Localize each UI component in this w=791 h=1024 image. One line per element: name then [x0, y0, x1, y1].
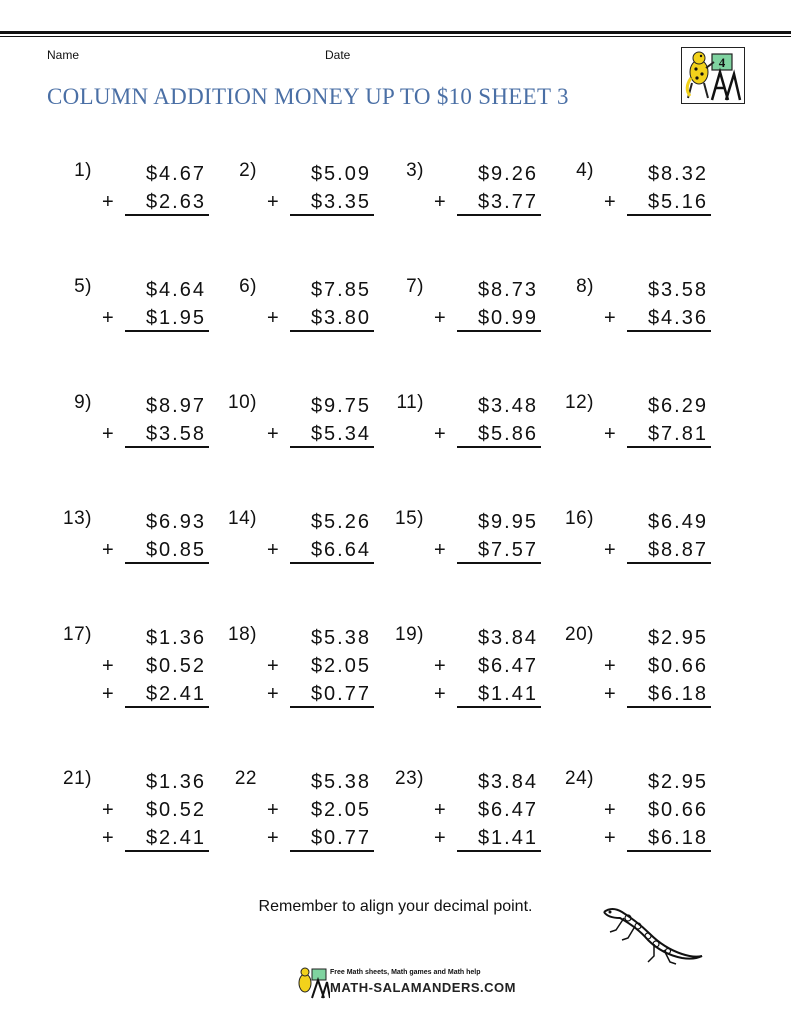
addend-value: $0.66	[647, 655, 708, 677]
addend-stack	[267, 160, 371, 216]
addend-line	[434, 768, 538, 796]
problem-item	[382, 382, 552, 498]
plus-sign: +	[434, 423, 448, 445]
addend-line	[267, 680, 371, 708]
addend-value: $3.58	[647, 279, 708, 301]
problem-number: 10)	[228, 392, 257, 413]
addend-line	[102, 652, 206, 680]
plus-sign: +	[604, 827, 618, 849]
addend-line	[267, 624, 371, 652]
addend-value: $2.05	[310, 799, 371, 821]
name-label: Name	[47, 48, 80, 62]
addend-line	[267, 276, 371, 304]
addend-value: $5.86	[477, 423, 538, 445]
problem-item	[552, 498, 732, 614]
problem-number: 1)	[74, 160, 92, 181]
problem-item	[215, 758, 382, 902]
brand-tagline: Free Math sheets, Math games and Math help	[330, 969, 481, 976]
addend-value: $7.85	[310, 279, 371, 301]
problem-number: 16)	[565, 508, 594, 529]
addend-value: $0.52	[145, 655, 206, 677]
addend-line	[267, 508, 371, 536]
problem-number: 9)	[74, 392, 92, 413]
addend-line	[267, 536, 371, 564]
problem-number: 15)	[395, 508, 424, 529]
plus-sign: +	[434, 191, 448, 213]
problem-item	[50, 614, 215, 758]
addend-value: $6.18	[647, 827, 708, 849]
addend-line	[102, 824, 206, 852]
problem-item	[552, 382, 732, 498]
addend-line	[102, 624, 206, 652]
addend-line	[604, 276, 708, 304]
plus-sign	[604, 508, 622, 536]
problem-number: 23)	[395, 768, 424, 789]
plus-sign: +	[604, 799, 618, 821]
addend-value: $9.95	[477, 511, 538, 533]
addend-line	[267, 160, 371, 188]
problem-item	[552, 758, 732, 902]
addend-line	[434, 508, 538, 536]
plus-sign: +	[102, 191, 116, 213]
addend-value: $6.47	[477, 799, 538, 821]
problem-number: 19)	[395, 624, 424, 645]
addend-value: $1.41	[477, 827, 538, 849]
addend-line	[267, 652, 371, 680]
addend-stack	[604, 160, 708, 216]
plus-sign: +	[267, 799, 281, 821]
addend-line	[267, 420, 371, 448]
addend-line	[434, 160, 538, 188]
grade-logo	[681, 47, 745, 104]
plus-sign	[102, 768, 120, 796]
plus-sign: +	[102, 307, 116, 329]
plus-sign	[434, 160, 452, 188]
addend-value: $6.93	[145, 511, 206, 533]
addend-line	[434, 536, 538, 564]
addend-value: $3.84	[477, 627, 538, 649]
problem-number: 11)	[396, 392, 424, 413]
addend-stack	[102, 624, 206, 708]
addend-value: $3.48	[477, 395, 538, 417]
addend-stack	[267, 276, 371, 332]
plus-sign	[604, 160, 622, 188]
problem-item	[552, 150, 732, 266]
addend-line	[267, 188, 371, 216]
instruction-note: Remember to align your decimal point.	[258, 898, 533, 915]
plus-sign: +	[267, 539, 281, 561]
plus-sign: +	[102, 423, 116, 445]
plus-sign: +	[604, 191, 618, 213]
plus-sign	[267, 392, 285, 420]
addend-value: $7.81	[647, 423, 708, 445]
problem-item	[215, 150, 382, 266]
problem-number: 8)	[576, 276, 594, 297]
addend-value: $5.34	[310, 423, 371, 445]
addend-line	[102, 276, 206, 304]
addend-value: $3.58	[145, 423, 206, 445]
addend-line	[267, 796, 371, 824]
problem-number: 3)	[406, 160, 424, 181]
problem-item	[552, 614, 732, 758]
addend-value: $2.95	[647, 627, 708, 649]
plus-sign: +	[434, 683, 448, 705]
plus-sign: +	[434, 539, 448, 561]
addend-line	[434, 392, 538, 420]
brand-logo-icon	[296, 966, 330, 1000]
addend-value: $0.52	[145, 799, 206, 821]
addend-line	[604, 824, 708, 852]
plus-sign: +	[102, 799, 116, 821]
addend-value: $2.95	[647, 771, 708, 793]
plus-sign: +	[434, 307, 448, 329]
problem-item	[50, 382, 215, 498]
addend-line	[434, 276, 538, 304]
plus-sign: +	[102, 655, 116, 677]
addend-stack	[267, 768, 371, 852]
addend-stack	[102, 276, 206, 332]
addend-line	[604, 188, 708, 216]
plus-sign	[267, 160, 285, 188]
page-title: COLUMN ADDITION MONEY UP TO $10 SHEET 3	[47, 84, 569, 109]
addend-stack	[604, 624, 708, 708]
addend-line	[102, 392, 206, 420]
addend-line	[604, 624, 708, 652]
addend-stack	[434, 392, 538, 448]
addend-line	[604, 160, 708, 188]
addend-value: $0.99	[477, 307, 538, 329]
problem-item	[50, 758, 215, 902]
addend-line	[434, 420, 538, 448]
plus-sign: +	[604, 539, 618, 561]
addend-value: $2.41	[145, 827, 206, 849]
grade-digit: 4	[718, 55, 726, 70]
addend-value: $9.26	[477, 163, 538, 185]
problem-item	[382, 498, 552, 614]
addend-value: $0.77	[310, 683, 371, 705]
addend-line	[267, 304, 371, 332]
problem-number: 2)	[239, 160, 257, 181]
problem-item	[382, 614, 552, 758]
plus-sign	[434, 392, 452, 420]
addend-line	[604, 392, 708, 420]
addend-line	[604, 304, 708, 332]
addend-line	[434, 304, 538, 332]
problem-item	[50, 266, 215, 382]
addend-value: $5.09	[310, 163, 371, 185]
plus-sign	[604, 624, 622, 652]
problem-number: 17)	[63, 624, 92, 645]
problem-number: 5)	[74, 276, 92, 297]
addend-line	[102, 160, 206, 188]
addend-value: $8.73	[477, 279, 538, 301]
addend-stack	[434, 276, 538, 332]
addend-line	[604, 796, 708, 824]
plus-sign: +	[604, 423, 618, 445]
addend-value: $0.77	[310, 827, 371, 849]
addend-stack	[434, 160, 538, 216]
problem-number: 22	[234, 768, 257, 789]
plus-sign: +	[267, 307, 281, 329]
date-label: Date	[325, 48, 351, 62]
addend-line	[434, 624, 538, 652]
problem-item	[552, 266, 732, 382]
addend-line	[102, 420, 206, 448]
addend-value: $5.16	[647, 191, 708, 213]
addend-line	[267, 824, 371, 852]
addend-line	[434, 824, 538, 852]
addend-stack	[604, 768, 708, 852]
problem-number: 6)	[239, 276, 257, 297]
addend-value: $5.26	[310, 511, 371, 533]
brand-site: MATH-SALAMANDERS.COM	[330, 980, 516, 995]
addend-value: $9.75	[310, 395, 371, 417]
plus-sign: +	[102, 827, 116, 849]
plus-sign	[434, 276, 452, 304]
addend-line	[604, 420, 708, 448]
addend-stack	[267, 392, 371, 448]
problem-item	[215, 382, 382, 498]
addend-line	[604, 680, 708, 708]
problem-item	[215, 614, 382, 758]
plus-sign	[267, 508, 285, 536]
plus-sign	[434, 768, 452, 796]
addend-value: $4.36	[647, 307, 708, 329]
addend-line	[604, 768, 708, 796]
plus-sign	[604, 392, 622, 420]
addend-value: $8.97	[145, 395, 206, 417]
addend-stack	[102, 160, 206, 216]
problem-number: 24)	[565, 768, 594, 789]
addend-value: $6.47	[477, 655, 538, 677]
addend-value: $3.80	[310, 307, 371, 329]
addend-value: $6.64	[310, 539, 371, 561]
problem-grid	[0, 150, 791, 902]
plus-sign: +	[102, 683, 116, 705]
plus-sign	[102, 508, 120, 536]
addend-value: $2.05	[310, 655, 371, 677]
addend-line	[102, 508, 206, 536]
addend-value: $5.38	[310, 771, 371, 793]
top-rule-thin	[0, 36, 791, 37]
addend-value: $6.18	[647, 683, 708, 705]
addend-line	[102, 304, 206, 332]
addend-value: $3.35	[310, 191, 371, 213]
plus-sign: +	[434, 827, 448, 849]
plus-sign	[267, 768, 285, 796]
problem-number: 4)	[576, 160, 594, 181]
addend-stack	[434, 768, 538, 852]
plus-sign: +	[604, 683, 618, 705]
addend-line	[604, 652, 708, 680]
addend-value: $3.84	[477, 771, 538, 793]
plus-sign: +	[267, 683, 281, 705]
addend-value: $4.67	[145, 163, 206, 185]
plus-sign	[102, 160, 120, 188]
addend-stack	[102, 508, 206, 564]
addend-value: $2.41	[145, 683, 206, 705]
addend-line	[434, 680, 538, 708]
problem-number: 14)	[228, 508, 257, 529]
addend-stack	[604, 508, 708, 564]
addend-stack	[434, 508, 538, 564]
addend-value: $6.29	[647, 395, 708, 417]
plus-sign: +	[604, 307, 618, 329]
addend-value: $5.38	[310, 627, 371, 649]
plus-sign: +	[102, 539, 116, 561]
problem-number: 12)	[565, 392, 594, 413]
addend-stack	[267, 624, 371, 708]
addend-stack	[102, 392, 206, 448]
problem-item	[50, 498, 215, 614]
addend-value: $8.32	[647, 163, 708, 185]
top-rule	[0, 31, 791, 34]
addend-line	[102, 796, 206, 824]
plus-sign	[102, 392, 120, 420]
addend-value: $1.95	[145, 307, 206, 329]
problem-number: 7)	[406, 276, 424, 297]
plus-sign: +	[434, 799, 448, 821]
addend-line	[604, 536, 708, 564]
problem-number: 13)	[63, 508, 92, 529]
addend-stack	[267, 508, 371, 564]
plus-sign: +	[267, 655, 281, 677]
plus-sign: +	[604, 655, 618, 677]
salamander-icon	[598, 904, 706, 966]
addend-stack	[102, 768, 206, 852]
plus-sign	[102, 276, 120, 304]
addend-line	[267, 768, 371, 796]
addend-line	[434, 652, 538, 680]
problem-item	[215, 498, 382, 614]
plus-sign	[604, 768, 622, 796]
problem-item	[215, 266, 382, 382]
addend-line	[102, 680, 206, 708]
addend-line	[434, 796, 538, 824]
plus-sign: +	[267, 827, 281, 849]
addend-line	[102, 536, 206, 564]
problem-number: 20)	[565, 624, 594, 645]
problem-item	[382, 266, 552, 382]
plus-sign	[434, 624, 452, 652]
addend-value: $4.64	[145, 279, 206, 301]
problem-item	[382, 758, 552, 902]
addend-stack	[604, 392, 708, 448]
plus-sign	[604, 276, 622, 304]
addend-stack	[434, 624, 538, 708]
plus-sign	[102, 624, 120, 652]
addend-value: $3.77	[477, 191, 538, 213]
addend-value: $7.57	[477, 539, 538, 561]
addend-line	[604, 508, 708, 536]
addend-line	[434, 188, 538, 216]
plus-sign: +	[267, 423, 281, 445]
addend-line	[267, 392, 371, 420]
addend-value: $6.49	[647, 511, 708, 533]
plus-sign: +	[434, 655, 448, 677]
problem-item	[382, 150, 552, 266]
addend-value: $0.66	[647, 799, 708, 821]
addend-value: $1.36	[145, 771, 206, 793]
addend-line	[102, 188, 206, 216]
problem-number: 21)	[63, 768, 92, 789]
plus-sign	[267, 276, 285, 304]
problem-number: 18)	[228, 624, 257, 645]
plus-sign	[434, 508, 452, 536]
addend-stack	[604, 276, 708, 332]
plus-sign	[267, 624, 285, 652]
plus-sign: +	[267, 191, 281, 213]
addend-line	[102, 768, 206, 796]
addend-value: $1.41	[477, 683, 538, 705]
addend-value: $0.85	[145, 539, 206, 561]
addend-value: $2.63	[145, 191, 206, 213]
salamander-teacher-icon	[682, 48, 744, 103]
addend-value: $1.36	[145, 627, 206, 649]
addend-value: $8.87	[647, 539, 708, 561]
problem-item	[50, 150, 215, 266]
